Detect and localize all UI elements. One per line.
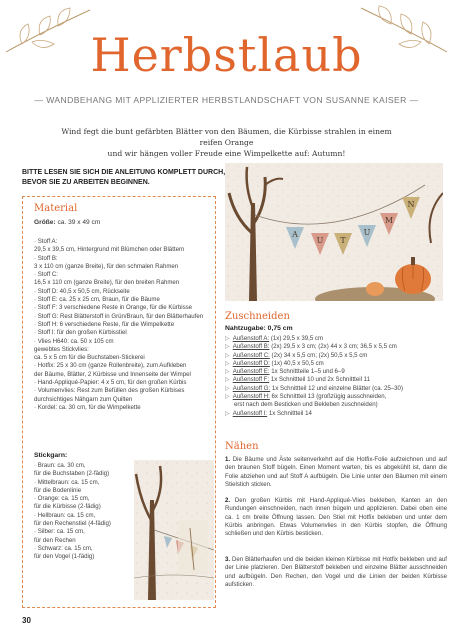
triangle-bullet-icon: ▷ — [225, 351, 230, 359]
material-item: · Stoff F: 3 verschiedene Reste in Orange, für die Kürbisse — [34, 304, 193, 312]
nahtzugabe: Nahtzugabe: 0,75 cm — [225, 325, 293, 332]
zuschneiden-item — [225, 410, 447, 418]
triangle-bullet-icon: ▷ — [225, 343, 230, 351]
naehen-heading: Nähen — [225, 441, 259, 452]
fabric-label: Außenstoff C: — [232, 351, 270, 359]
tree-detail-photo — [134, 460, 214, 600]
zuschneiden-item — [225, 368, 447, 376]
stickgarn-item: für die Buchstaben (2-fädig) — [34, 470, 110, 478]
material-item: gewebtes Stickvlies: — [34, 345, 89, 353]
stickgarn-item: für den Rechen — [34, 536, 76, 544]
zuschneiden-item — [225, 343, 447, 351]
zuschneiden-item — [225, 360, 447, 368]
page-subtitle: — WANDBEHANG MIT APPLIZIERTER HERBSTLANDSCHAFT VON SUSANNE KAISER — — [34, 95, 419, 105]
material-item: · Stoff D: 40,5 x 50,5 cm, Rückseite — [34, 287, 130, 295]
fabric-label: Außenstoff H: — [232, 393, 270, 401]
step-1: 1. Die Bäume und Äste seitenverkehrt auf die Hotfix-Folie aufzeichnen und auf den braunen Stoff bügeln. Einen Moment warten, bis es abgekühlt ist, dann die Folie abziehen und auf Stoff A aufbügeln. Die Linie unter den Bäumen mit einem Stielstich sticken. — [225, 456, 447, 488]
material-item: durchsichtiges Nähgarn zum Quilten — [34, 395, 133, 403]
triangle-bullet-icon: ▷ — [225, 376, 230, 384]
fabric-cut-text: (2x) 34 x 5,5 cm; (2x) 50,5 x 5,5 cm — [269, 351, 368, 359]
stickgarn-item: · Schwarz: ca. 15 cm, — [34, 544, 93, 552]
zuschneiden-item — [225, 385, 447, 393]
triangle-bullet-icon: ▷ — [225, 359, 230, 367]
zuschneiden-item — [225, 393, 447, 401]
zuschneiden-item — [225, 335, 447, 343]
stickgarn-item: für die Kürbisse (2-fädig) — [34, 503, 101, 511]
fabric-cut-text: erst nach dem Besticken und Bekleben zuschneiden) — [234, 401, 378, 409]
material-item: · Stoff B: — [34, 254, 58, 262]
zuschneiden-heading: Zuschneiden — [225, 311, 290, 322]
stickgarn-item: · Braun: ca. 30 cm, — [34, 462, 86, 469]
material-item: · Volumenvlies: Rest zum Befüllen des großen Kürbises — [34, 387, 185, 395]
fabric-label: Außenstoff F: — [232, 376, 270, 384]
material-item: · Hand-Appliqué-Papier: 4 x 5 cm, für den großen Kürbis — [34, 379, 187, 387]
material-list — [34, 238, 212, 412]
pennant-letter: U — [363, 228, 371, 237]
stickgarn-heading: Stickgarn: — [34, 452, 68, 459]
size-line: Größe: ca. 39 x 49 cm — [34, 219, 101, 226]
fabric-cut-text: 1x Schnittteil 14 — [267, 409, 312, 417]
stickgarn-item: · Silber: ca. 15 cm, — [34, 528, 85, 536]
fabric-cut-text: 1x Schnittteil 10 und 2x Schnittteil 11 — [269, 376, 370, 384]
material-item: · Hotfix: 25 x 30 cm (ganze Rollenbreite), zum Aufkleben — [34, 362, 187, 370]
pennant-letter: A — [292, 230, 298, 239]
stickgarn-item: für die Bodenlinie — [34, 486, 82, 494]
material-item: · Stoff A: — [34, 238, 58, 245]
step-3: 3. Den Blätterhaufen und die beiden kleinen Kürbisse mit Hotfix bekleben und auf der Linie platzieren. Den Blätterstoff bekleben und einzelne Blätter ausschneiden und aufbügeln. Den Rechen, den Vogel und die Linien der beiden Kürbisse aufsticken. — [225, 556, 447, 588]
pennant-letter: T — [340, 236, 346, 245]
page-number: 30 — [22, 616, 31, 625]
material-heading: Material — [34, 203, 78, 214]
read-instructions-notice: BITTE LESEN SIE SICH DIE ANLEITUNG KOMPLETT DURCH, BEVOR SIE ZU ARBEITEN BEGINNEN. — [22, 169, 226, 186]
fabric-label: Außenstoff D: — [232, 359, 270, 367]
triangle-bullet-icon: ▷ — [225, 335, 230, 342]
fabric-label: Außenstoff E: — [232, 368, 270, 376]
intro-text: Wind fegt die bunt gefärbten Blätter von den Bäumen, die Kürbisse strahlen in einem reifen Orange und wir hängen voller Freude eine Wimpelkette auf: Autumn! — [61, 127, 392, 158]
fabric-cut-text: (1x) 40,5 x 50,5 cm — [269, 359, 324, 367]
zuschneiden-list — [225, 335, 447, 418]
stickgarn-item: · Mittelbraun: ca. 15 cm, — [34, 478, 100, 486]
fabric-cut-text: (2x) 29,5 x 3 cm; (2x) 44 x 3 cm; 36,5 x 5,5 cm — [269, 343, 397, 351]
material-item: · Stoff G: Rest Blätterstoff in Grün/Braun, für den Blätterhaufen — [34, 312, 204, 320]
fabric-cut-text: 6x Schnittteil 13 (großzügig ausschneiden, — [269, 393, 387, 401]
wallhanging-photo — [225, 163, 443, 301]
material-item: ca. 5 x 5 cm für die Buchstaben-Stickerei — [34, 354, 145, 362]
stickgarn-item: für den Rechenstiel (4-fädig) — [34, 520, 111, 528]
fabric-label: Außenstoff G: — [232, 384, 271, 392]
step-2: 2. Den großen Kürbis mit Hand-Appliqué-Vlies bekleben, Kanten an den Rundungen einschneiden, nach innen bügeln und applizieren. Dabei oben eine ca. 1 cm breite Öffnung lassen. Den Stiel mit Hotfix bekleben und unter dem Kürbis anbringen. Etwas Volumenvlies in den Kürbis stopfen, die Öffnung schließen und den Kürbis besticken. — [225, 497, 447, 538]
zuschneiden-item — [225, 401, 447, 409]
triangle-bullet-icon: ▷ — [225, 393, 230, 401]
zuschneiden-item — [225, 352, 447, 360]
fabric-cut-text: 1x Schnittteile 1–5 und 6–9 — [269, 368, 345, 376]
material-item: · Kordel: ca. 30 cm, für die Wimpelkette — [34, 403, 141, 411]
fabric-cut-text: (1x) 29,5 x 39,5 cm — [269, 335, 324, 342]
fabric-cut-text: 1x Schnittteil 12 und einzelne Blätter (ca. 25–30) — [270, 384, 403, 392]
triangle-bullet-icon: ▷ — [225, 384, 230, 392]
material-item: 29,5 x 39,5 cm, Hintergrund mit Blümchen oder Blättern — [34, 246, 185, 254]
material-item: 16,5 x 110 cm (ganze Breite), für den breiten Rahmen — [34, 279, 180, 287]
triangle-bullet-icon: ▷ — [225, 368, 230, 376]
triangle-bullet-icon: ▷ — [225, 409, 230, 417]
material-item: · Stoff E: ca. 25 x 25 cm, Braun, für die Bäume — [34, 296, 160, 304]
pennant-letter: M — [384, 216, 394, 225]
material-item: der Bäume, Blätter, 2 Kürbisse und Innenseite der Wimpel — [34, 370, 191, 378]
material-item: · Stoff I: für den großen Kürbisstiel — [34, 329, 127, 337]
stickgarn-item: · Orange: ca. 15 cm, — [34, 495, 90, 503]
stickgarn-item: · Hellbraun: ca. 15 cm, — [34, 511, 96, 519]
fabric-label: Außenstoff B: — [232, 343, 270, 351]
material-item: 3 x 110 cm (ganze Breite), für den schmalen Rahmen — [34, 262, 179, 270]
material-item: · Stoff C: — [34, 271, 58, 279]
fabric-label: Außenstoff A: — [232, 335, 270, 342]
pennant-letter: N — [407, 200, 415, 209]
zuschneiden-item — [225, 376, 447, 384]
stickgarn-item: für den Vogel (1-fädig) — [34, 553, 95, 561]
stickgarn-list — [34, 462, 134, 562]
pennant-letter: U — [316, 236, 324, 245]
fabric-label: Außenstoff I: — [232, 409, 268, 417]
material-item: · Vlies H640: ca. 50 x 105 cm — [34, 337, 114, 345]
material-item: · Stoff H: 6 verschiedene Reste, für die Wimpelkette — [34, 320, 175, 328]
page-title: Herbstlaub — [90, 28, 363, 82]
